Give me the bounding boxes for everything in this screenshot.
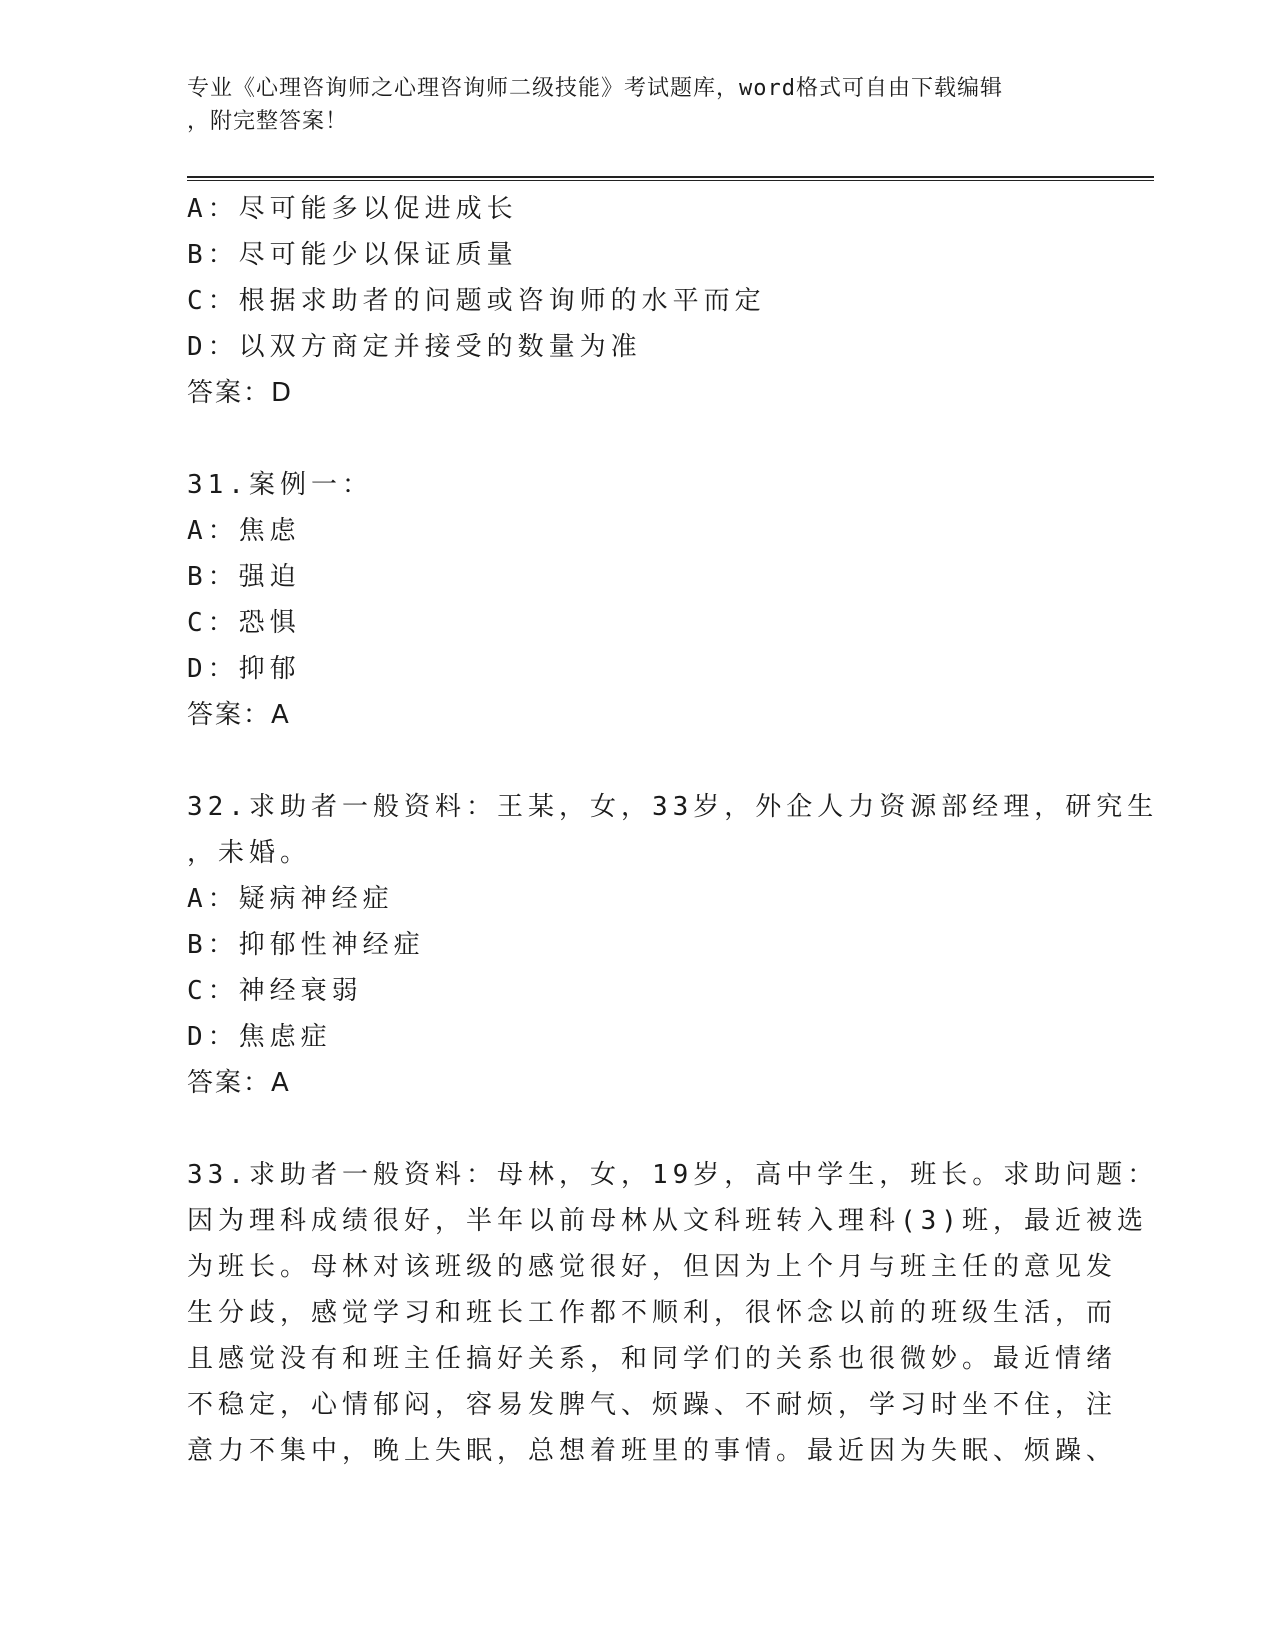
question-33 bbox=[187, 1152, 1159, 1474]
option-b: B：尽可能少以保证质量 bbox=[187, 240, 518, 270]
option-b: B：抑郁性神经症 bbox=[187, 930, 425, 960]
answer-label: 答案：A bbox=[187, 700, 291, 730]
answer-label: 答案：A bbox=[187, 1068, 291, 1098]
question-text-line: 不稳定，心情郁闷，容易发脾气、烦躁、不耐烦，学习时坐不住，注 bbox=[187, 1390, 1118, 1420]
question-text-line: 因为理科成绩很好，半年以前母林从文科班转入理科(3)班，最近被选 bbox=[187, 1206, 1148, 1236]
option-c: C：根据求助者的问题或咨询师的水平而定 bbox=[187, 286, 766, 316]
option-a: A：尽可能多以促进成长 bbox=[187, 194, 518, 224]
spacer bbox=[187, 416, 1087, 462]
question-stem: 31.案例一： bbox=[187, 470, 373, 500]
question-31 bbox=[187, 462, 1087, 738]
option-a: A：疑病神经症 bbox=[187, 884, 394, 914]
document-header bbox=[187, 72, 1067, 138]
question-text-line: 生分歧，感觉学习和班长工作都不顺利，很怀念以前的班级生活，而 bbox=[187, 1298, 1118, 1328]
option-d: D：焦虑症 bbox=[187, 1022, 332, 1052]
header-line-2: ，附完整答案！ bbox=[187, 109, 349, 134]
header-line-1: 专业《心理咨询师之心理咨询师二级技能》考试题库，word格式可自由下载编辑 bbox=[187, 76, 1003, 101]
option-a: A：焦虑 bbox=[187, 516, 301, 546]
question-list bbox=[187, 186, 1159, 1474]
option-b: B：强迫 bbox=[187, 562, 301, 592]
question-stem-line-2: ，未婚。 bbox=[187, 838, 312, 868]
option-d: D：以双方商定并接受的数量为准 bbox=[187, 332, 642, 362]
spacer bbox=[187, 1106, 1087, 1152]
header-divider bbox=[187, 176, 1154, 181]
option-c: C：神经衰弱 bbox=[187, 976, 363, 1006]
option-c: C：恐惧 bbox=[187, 608, 301, 638]
question-text-line: 33.求助者一般资料：母林，女，19岁，高中学生，班长。求助问题： bbox=[187, 1160, 1159, 1190]
question-text-line: 意力不集中，晚上失眠，总想着班里的事情。最近因为失眠、烦躁、 bbox=[187, 1436, 1118, 1466]
question-30 bbox=[187, 186, 1087, 416]
option-d: D：抑郁 bbox=[187, 654, 301, 684]
question-32 bbox=[187, 784, 1159, 1106]
question-stem-line-1: 32.求助者一般资料：王某，女，33岁，外企人力资源部经理，研究生 bbox=[187, 792, 1159, 822]
question-text-line: 且感觉没有和班主任搞好关系，和同学们的关系也很微妙。最近情绪 bbox=[187, 1344, 1118, 1374]
answer-label: 答案：D bbox=[187, 378, 294, 408]
question-text-line: 为班长。母林对该班级的感觉很好，但因为上个月与班主任的意见发 bbox=[187, 1252, 1118, 1282]
spacer bbox=[187, 738, 1087, 784]
